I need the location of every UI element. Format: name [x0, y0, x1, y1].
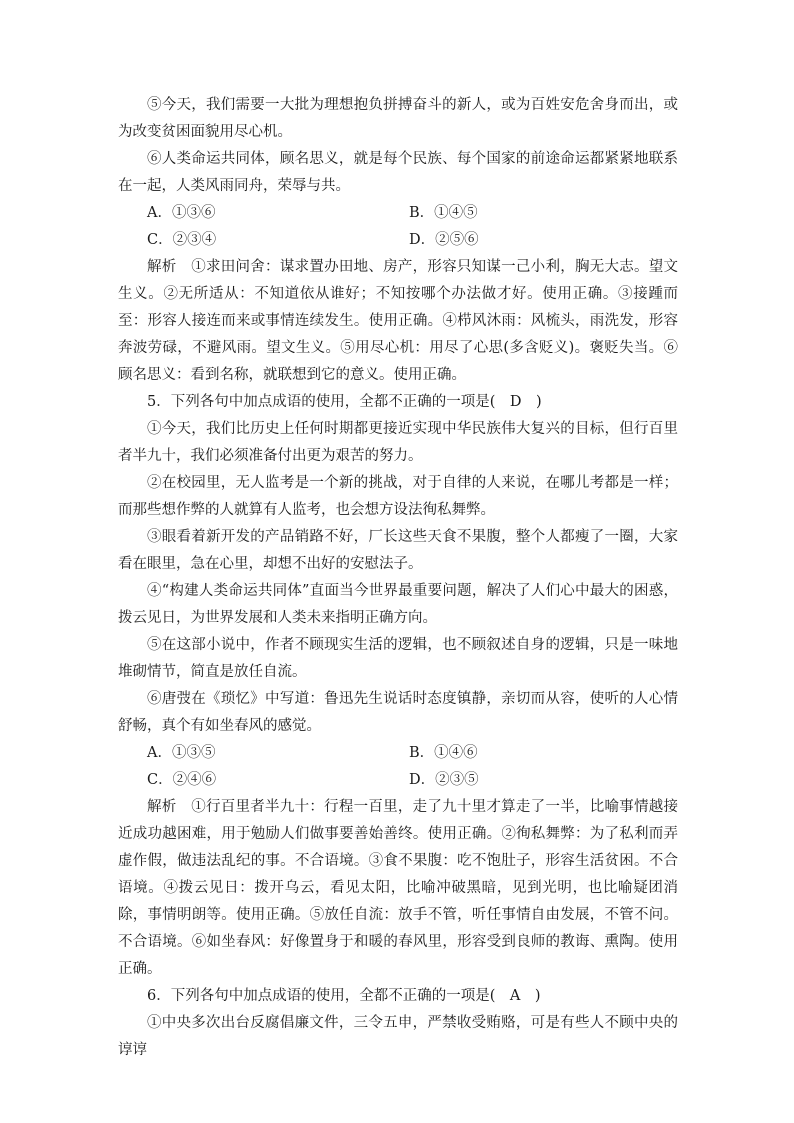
sentence-1-q6: ①中央多次出台反腐倡廉文件，三令五申，严禁收受贿赂，可是有些人不顾中央的谆谆: [118, 1015, 678, 1058]
question-5: 5．下列各句中加点成语的使用，全都不正确的一项是( D ): [147, 394, 542, 410]
answer-option: D．②③⑤: [409, 772, 479, 788]
analysis-q4: 解析 ①求田问舍：谋求置办田地、房产，形容只知谋一己小利，胸无大志。望文生义。②无所适从：不知道依从谁好；不知按哪个办法做才好。使用正确。③接踵而至：形容人接连而来或事情连续发生。使用正确。④栉风沐雨：风梳头，雨洗发，形容奔波劳碌，不避风雨。望文生义。⑤用尽心机：用尽了心思(多含贬义)。褒贬失当。⑥顾名思义：看到名称，就联想到它的意义。使用正确。: [118, 259, 678, 383]
sentence-3-q5: ③眼看着新开发的产品销路不好，厂长这些天食不果腹，整个人都瘦了一圈，大家看在眼里，急在心里，却想不出好的安慰法子。: [118, 529, 678, 572]
answer-option: C．②④⑥: [147, 772, 217, 788]
answer-option: A．①③⑥: [147, 205, 216, 221]
option-row: [147, 767, 678, 794]
sentence-2-q5: ②在校园里，无人监考是一个新的挑战，对于自律的人来说，在哪儿考都是一样；而那些想作弊的人就算有人监考，也会想方设法徇私舞弊。: [118, 475, 678, 518]
answer-option: D．②⑤⑥: [409, 232, 479, 248]
answer-option: B．①④⑤: [409, 205, 478, 221]
sentence-1-q5: ①今天，我们比历史上任何时期都更接近实现中华民族伟大复兴的目标，但行百里者半九十，我们必须准备付出更为艰苦的努力。: [118, 421, 678, 464]
document-body: [118, 92, 678, 1064]
sentence-6-q4: ⑥人类命运共同体，顾名思义，就是每个民族、每个国家的前途命运都紧紧地联系在一起，人类风雨同舟，荣辱与共。: [118, 151, 678, 194]
sentence-6-q5: ⑥唐弢在《琐忆》中写道：鲁迅先生说话时态度镇静，亲切而从容，使听的人心情舒畅，真个有如坐春风的感觉。: [118, 691, 678, 734]
answer-option: A．①③⑤: [147, 745, 216, 761]
option-row: [147, 740, 678, 767]
answer-option: C．②③④: [147, 232, 217, 248]
option-row: [147, 227, 678, 254]
analysis-q5: 解析 ①行百里者半九十：行程一百里，走了九十里才算走了一半，比喻事情越接近成功越困难，用于勉励人们做事要善始善终。使用正确。②徇私舞弊：为了私利而弄虚作假，做违法乱纪的事。不合语境。③食不果腹：吃不饱肚子，形容生活贫困。不合语境。④拨云见日：拨开乌云，看见太阳，比喻冲破黑暗，见到光明，也比喻疑团消除，事情明朗等。使用正确。⑤放任自流：放手不管，听任事情自由发展，不管不问。不合语境。⑥如坐春风：好像置身于和暖的春风里，形容受到良师的教诲、熏陶。使用正确。: [118, 799, 678, 977]
options-q4: [118, 200, 678, 254]
option-row: [147, 200, 678, 227]
sentence-5-q4: ⑤今天，我们需要一大批为理想抱负拼搏奋斗的新人，或为百姓安危舍身而出，或为改变贫困面貌用尽心机。: [118, 97, 678, 140]
sentence-4-q5: ④“构建人类命运共同体”直面当今世界最重要问题，解决了人们心中最大的困惑，拨云见日，为世界发展和人类未来指明正确方向。: [118, 583, 678, 626]
sentence-5-q5: ⑤在这部小说中，作者不顾现实生活的逻辑，也不顾叙述自身的逻辑，只是一味地堆砌情节，简直是放任自流。: [118, 637, 678, 680]
question-6: 6．下列各句中加点成语的使用，全都不正确的一项是( A ): [147, 988, 541, 1004]
options-q5: [118, 740, 678, 794]
answer-option: B．①④⑥: [409, 745, 478, 761]
